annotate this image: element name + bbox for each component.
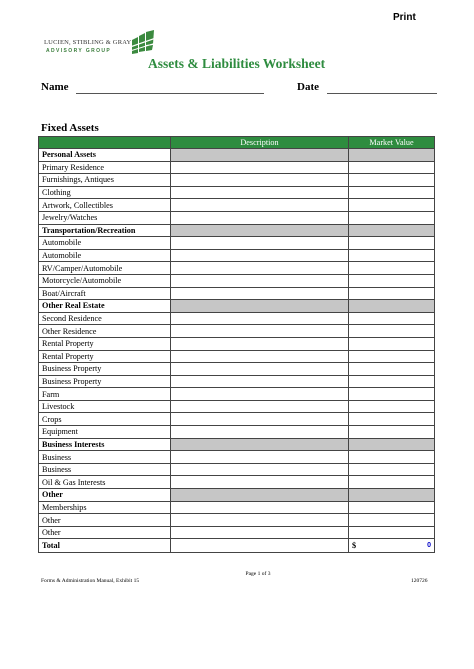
row-label: Rental Property [39,337,171,350]
table-row [39,400,435,413]
row-label: Farm [39,388,171,401]
total-value: 0 [427,542,431,550]
total-row [39,539,435,553]
column-header-category [39,137,171,149]
table-row [39,526,435,539]
row-label: Automobile [39,237,171,250]
table-row [39,375,435,388]
row-label: Other Residence [39,325,171,338]
row-label: Artwork, Collectibles [39,199,171,212]
page-number: Page 1 of 3 [245,571,271,577]
row-label: Business Property [39,375,171,388]
row-label: Memberships [39,501,171,514]
description-cell[interactable] [171,287,349,300]
row-label: Other Real Estate [39,300,171,313]
market-value-cell[interactable] [349,161,435,174]
row-label: Livestock [39,400,171,413]
market-value-cell [349,438,435,451]
table-row [39,451,435,464]
total-value-cell[interactable] [349,539,435,553]
column-header-description: Description [171,137,349,149]
row-label: Clothing [39,186,171,199]
category-row [39,149,435,162]
row-label: Business [39,463,171,476]
description-cell[interactable] [171,337,349,350]
table-row [39,514,435,527]
row-label: Equipment [39,426,171,439]
description-cell[interactable] [171,211,349,224]
category-row [39,300,435,313]
row-label: Motorcycle/Automobile [39,274,171,287]
table-row [39,426,435,439]
table-row [39,174,435,187]
description-cell[interactable] [171,451,349,464]
description-cell[interactable] [171,249,349,262]
table-header-row [39,137,435,149]
currency-symbol: $ [352,541,357,551]
description-cell[interactable] [171,274,349,287]
market-value-cell[interactable] [349,363,435,376]
market-value-cell[interactable] [349,211,435,224]
description-cell[interactable] [171,350,349,363]
category-row [39,438,435,451]
print-button[interactable]: Print [393,12,416,23]
row-label: Transportation/Recreation [39,224,171,237]
table-row [39,237,435,250]
description-cell[interactable] [171,237,349,250]
row-label: Personal Assets [39,149,171,162]
section-title: Fixed Assets [41,122,99,134]
market-value-cell[interactable] [349,199,435,212]
table-row [39,211,435,224]
category-row [39,224,435,237]
market-value-cell[interactable] [349,476,435,489]
row-label: Oil & Gas Interests [39,476,171,489]
market-value-cell[interactable] [349,501,435,514]
market-value-cell[interactable] [349,237,435,250]
date-label: Date [297,81,319,93]
description-cell[interactable] [171,463,349,476]
description-cell[interactable] [171,161,349,174]
row-label: Other [39,514,171,527]
table-row [39,350,435,363]
table-row [39,161,435,174]
description-cell [171,149,349,162]
description-cell[interactable] [171,325,349,338]
row-label: Automobile [39,249,171,262]
name-field[interactable] [76,93,264,94]
description-cell[interactable] [171,312,349,325]
description-cell[interactable] [171,375,349,388]
row-label: Crops [39,413,171,426]
column-header-market-value: Market Value [349,137,435,149]
market-value-cell[interactable] [349,413,435,426]
row-label: Other [39,526,171,539]
description-cell[interactable] [171,501,349,514]
row-label: Boat/Aircraft [39,287,171,300]
market-value-cell[interactable] [349,514,435,527]
market-value-cell[interactable] [349,312,435,325]
description-cell[interactable] [171,262,349,275]
logo-line-2: ADVISORY GROUP [46,48,112,54]
table-row [39,388,435,401]
market-value-cell[interactable] [349,262,435,275]
total-label: Total [39,539,171,553]
date-field[interactable] [327,93,437,94]
table-row [39,325,435,338]
market-value-cell [349,300,435,313]
row-label: RV/Camper/Automobile [39,262,171,275]
market-value-cell [349,489,435,502]
row-label: Primary Residence [39,161,171,174]
market-value-cell[interactable] [349,451,435,464]
footer-manual: Forms & Administration Manual, Exhibit 15 [41,578,140,584]
row-label: Second Residence [39,312,171,325]
market-value-cell[interactable] [349,388,435,401]
description-cell[interactable] [171,426,349,439]
market-value-cell[interactable] [349,186,435,199]
market-value-cell[interactable] [349,426,435,439]
table-row [39,413,435,426]
market-value-cell[interactable] [349,249,435,262]
page-title: Assets & Liabilities Worksheet [148,56,326,71]
market-value-cell[interactable] [349,337,435,350]
row-label: Furnishings, Antiques [39,174,171,187]
table-row [39,476,435,489]
name-label: Name [41,81,69,93]
table-row [39,463,435,476]
row-label: Business [39,451,171,464]
description-cell[interactable] [171,388,349,401]
description-cell [171,438,349,451]
table-row [39,501,435,514]
market-value-cell[interactable] [349,350,435,363]
table-row [39,186,435,199]
row-label: Business Property [39,363,171,376]
description-cell[interactable] [171,476,349,489]
description-cell[interactable] [171,400,349,413]
market-value-cell[interactable] [349,463,435,476]
market-value-cell [349,224,435,237]
logo-line-1: LUCIEN, STIBLING & GRAY [44,39,132,46]
description-cell[interactable] [171,174,349,187]
market-value-cell [349,149,435,162]
table-row [39,363,435,376]
market-value-cell[interactable] [349,174,435,187]
table-row [39,262,435,275]
description-cell [171,300,349,313]
description-cell[interactable] [171,186,349,199]
assets-table [38,136,435,553]
row-label: Rental Property [39,350,171,363]
description-cell [171,489,349,502]
row-label: Jewelry/Watches [39,211,171,224]
row-label: Business Interests [39,438,171,451]
market-value-cell[interactable] [349,400,435,413]
table-row [39,287,435,300]
total-description-cell [171,539,349,553]
category-row [39,489,435,502]
table-row [39,249,435,262]
description-cell [171,224,349,237]
market-value-cell[interactable] [349,375,435,388]
market-value-cell[interactable] [349,274,435,287]
description-cell[interactable] [171,363,349,376]
description-cell[interactable] [171,413,349,426]
market-value-cell[interactable] [349,287,435,300]
description-cell[interactable] [171,526,349,539]
row-label: Other [39,489,171,502]
market-value-cell[interactable] [349,325,435,338]
logo-mark-icon [130,30,156,56]
table-row [39,199,435,212]
table-row [39,312,435,325]
description-cell[interactable] [171,514,349,527]
company-logo [44,30,156,62]
market-value-cell[interactable] [349,526,435,539]
table-row [39,274,435,287]
table-row [39,337,435,350]
footer-code: 120726 [411,578,428,584]
description-cell[interactable] [171,199,349,212]
